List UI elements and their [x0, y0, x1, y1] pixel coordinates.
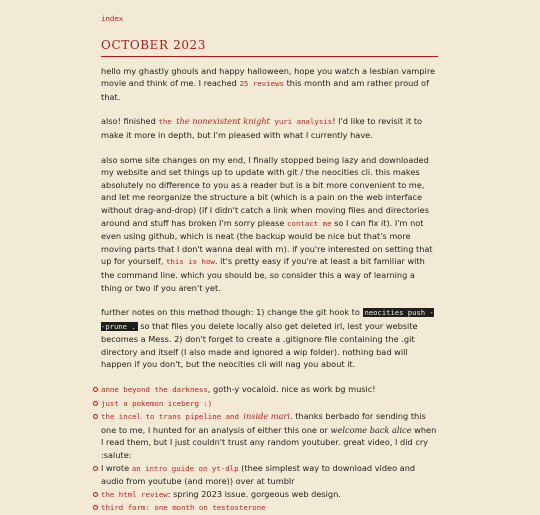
index-link[interactable]: index: [101, 14, 124, 23]
list-link[interactable]: just a pokemon iceberg :): [101, 398, 213, 408]
text: when I read them, but I just couldn't trust any random youtuber. great video, I did cry :salute:: [101, 424, 437, 461]
text: (thee simplest way to download video and audio from youtube (and more)) over at tumblr: [101, 462, 416, 487]
paragraph-notes: [101, 306, 438, 371]
link-part: the incel to trans pipeline and: [101, 412, 244, 422]
title-italic: welcome back alice: [330, 424, 412, 435]
text: hello my ghastly ghouls and happy halloween, hope you watch a lesbian vampire movie and think of me. I reached: [101, 65, 436, 89]
link-title-italic: the nonexistent knight: [176, 116, 270, 127]
list-link[interactable]: [101, 412, 290, 421]
paragraph-site-changes: [101, 154, 438, 295]
text: ! I'd like to revisit it to make it more in depth, but I'm pleased with what I currently have.: [101, 116, 423, 140]
link-part: yuri analysis: [269, 117, 333, 127]
text: I wrote: [101, 462, 132, 473]
list-link[interactable]: anne beyond the darkness: [101, 385, 208, 395]
how-to-link[interactable]: this is how: [165, 257, 215, 267]
text: further notes on this method though: 1) change the git hook to: [101, 307, 363, 318]
list-link[interactable]: third form: one month on testosterone: [101, 503, 266, 513]
text: , goth-y vocaloid. nice as work bg music!: [207, 384, 376, 395]
code-snippet: neocities push --prune .: [101, 308, 434, 331]
links-list: [101, 383, 438, 515]
text: this month and am rather proud of that.: [101, 78, 429, 102]
list-item: [101, 501, 438, 515]
paragraph-intro: [101, 65, 438, 104]
list-item: [101, 410, 438, 461]
list-item: [101, 488, 438, 502]
list-item: [101, 397, 438, 411]
list-link[interactable]: the html review: [101, 489, 168, 499]
text: : spring 2023 issue. gorgeous web design.: [167, 488, 341, 499]
text: also! finished: [101, 116, 159, 127]
list-link[interactable]: an intro guide on yt-dlp: [131, 463, 239, 473]
text: so I can fix it). I'm not even using github, which is neat (the backup would be nice but that's more moving parts that I don't wanna deal with rn). if you're interested on setting that up for yourself,: [101, 217, 433, 267]
yuri-analysis-link[interactable]: [158, 117, 332, 126]
link-title-italic: inside mari: [243, 411, 290, 422]
list-item: [101, 462, 438, 488]
contact-link[interactable]: contact me: [287, 218, 332, 228]
link-part: the: [158, 117, 177, 127]
page-title: OCTOBER 2023: [101, 38, 438, 57]
paragraph-analysis: [101, 115, 438, 141]
list-item: [101, 383, 438, 397]
nav: [101, 12, 438, 26]
text: . it's pretty easy if you're at least a bit familiar with the command line. which you should be, so consider this a way of learning a thing or two if you aren't yet.: [101, 256, 425, 293]
text: also some site changes on my end, I finally stopped being lazy and downloaded my website and set things up to update with git / the neocities cli. this makes absolutely no difference to you as a reader but is a bit more convenient to me, and let me reorganize the structure a bit (which is a pain on the web interface without drag-and-drop) (if I didn't catch a link when moving files and directories around and stuff has broken I'm sorry please: [101, 154, 429, 228]
text: so that files you delete locally also get deleted irl, lest your website becomes a Mess. 2) don't forget to create a .gitignore file containing the .git directory and itself (I also made and ignored a wip folder). nothing bad will happen if you don't, but the neocities cli will nag you about it.: [101, 320, 418, 370]
reviews-link[interactable]: 25 reviews: [239, 79, 284, 89]
text: . thanks berbado for sending this one to me, I hunted for an analysis of either this one or: [101, 411, 426, 435]
